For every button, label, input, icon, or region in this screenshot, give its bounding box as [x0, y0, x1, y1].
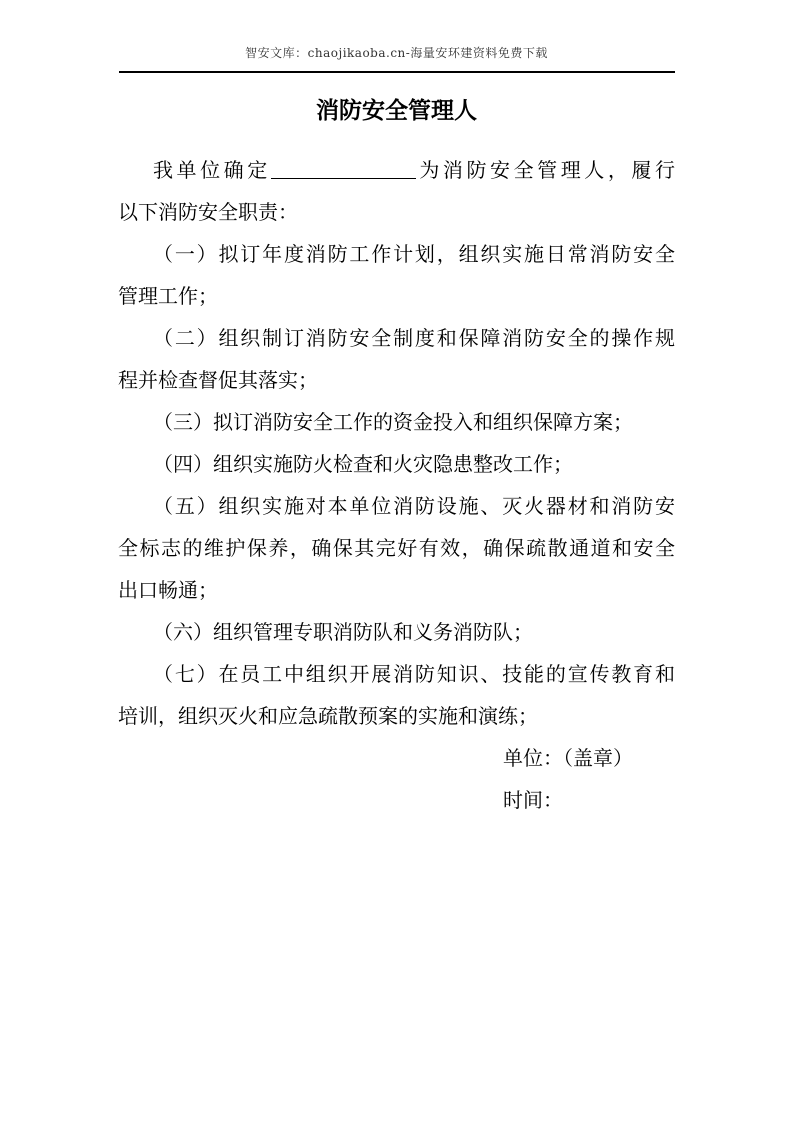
- intro-line-2: 以下消防安全职责：: [118, 200, 298, 224]
- intro-line-1: [118, 149, 675, 191]
- duty-2-line-1: （二）组织制订消防安全制度和保障消防安全的操作规: [153, 326, 675, 350]
- fill-in-blank-underline: [271, 176, 416, 179]
- page-header-watermark: 智安文库：chaojikaoba.cn-海量安环建资料免费下载: [245, 46, 548, 60]
- signature-time-line: 时间：: [503, 788, 563, 812]
- intro-suffix: 为消防安全管理人，履行: [415, 158, 675, 182]
- duty-1-line-2: 管理工作；: [118, 284, 218, 308]
- duty-3-line-1: （三）拟订消防安全工作的资金投入和组织保障方案；: [153, 410, 633, 434]
- duty-7-line-1: （七）在员工中组织开展消防知识、技能的宣传教育和: [153, 662, 675, 686]
- duty-6-line-1: （六）组织管理专职消防队和义务消防队；: [153, 620, 533, 644]
- duty-4-line-1: （四）组织实施防火检查和火灾隐患整改工作；: [153, 452, 573, 476]
- duty-7-line-2: 培训，组织灭火和应急疏散预案的实施和演练；: [118, 704, 538, 728]
- document-body: [118, 149, 675, 821]
- document-content: [118, 90, 675, 821]
- duty-5-line-2: 全标志的维护保养，确保其完好有效，确保疏散通道和安全: [118, 536, 675, 560]
- intro-prefix: 我单位确定: [153, 158, 271, 182]
- duty-2-line-2: 程并检查督促其落实；: [118, 368, 318, 392]
- duty-5-line-1: （五）组织实施对本单位消防设施、灭火器材和消防安: [153, 494, 675, 518]
- document-title: 消防安全管理人: [316, 98, 477, 124]
- header-divider-line: [119, 71, 675, 73]
- duty-1-line-1: （一）拟订年度消防工作计划，组织实施日常消防安全: [153, 242, 675, 266]
- signature-unit-line: 单位：（盖章）: [503, 746, 633, 770]
- duty-5-line-3: 出口畅通；: [118, 578, 218, 602]
